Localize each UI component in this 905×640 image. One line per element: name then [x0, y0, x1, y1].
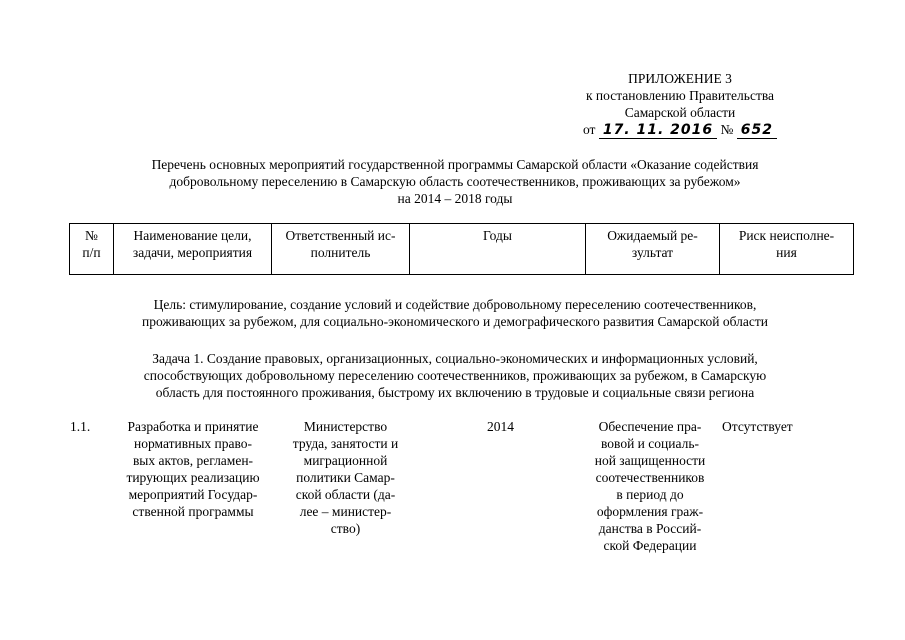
goal-line-1: Цель: стимулирование, создание условий и содействие добровольному переселению соотечественников,: [153, 297, 757, 312]
title-line-3: на 2014 – 2018 годы: [397, 191, 513, 206]
appendix-block: [540, 70, 820, 139]
header-cell-name: Наименование цели, задачи, мероприятия: [114, 224, 272, 275]
row-responsible: Министерство труда, занятости и миграционной политики Самар- ской области (да- лее – министер- ство): [292, 419, 399, 536]
handwritten-number: 652: [737, 122, 777, 139]
task-section: [70, 350, 840, 401]
row-result: Обеспечение пра- вовой и социаль- ной защищенности соотечественников в период до оформления граж- данства в Россий- ской Федерации: [594, 419, 706, 553]
appendix-line-1: к постановлению Правительства: [585, 88, 775, 103]
title-line-2: добровольному переселению в Самарскую область соотечественников, проживающих за рубежом»: [169, 174, 741, 189]
appendix-line-2: Самарской области: [624, 105, 736, 120]
row-name: Разработка и принятие нормативных право- вых актов, регламен- тирующих реализацию мероприятий Государ- ственной программы: [126, 419, 260, 519]
handwritten-date: 17. 11. 2016: [599, 122, 717, 139]
date-prefix: от: [582, 122, 596, 137]
row-years: 2014: [487, 419, 514, 434]
title-line-1: Перечень основных мероприятий государственной программы Самарской области «Оказание содействия: [151, 157, 759, 172]
appendix-date-line: [540, 121, 820, 139]
goal-line-2: проживающих за рубежом, для социально-экономического и демографического развития Самарской области: [141, 314, 769, 329]
task-line-3: область для постоянного проживания, быстрому их включению в трудовые и социальные связи региона: [155, 385, 755, 400]
document-title: [70, 156, 840, 207]
appendix-title: ПРИЛОЖЕНИЕ 3: [628, 71, 732, 86]
header-cell-result: Ожидаемый ре- зультат: [586, 224, 720, 275]
header-cell-responsible: Ответственный ис- полнитель: [272, 224, 410, 275]
header-cell-risk: Риск неисполне- ния: [720, 224, 854, 275]
number-prefix: №: [720, 122, 734, 137]
header-cell-number: № п/п: [70, 224, 114, 275]
task-line-1: Задача 1. Создание правовых, организационных, социально-экономических и информационных условий,: [152, 351, 758, 366]
table-header: [69, 223, 854, 275]
task-line-2: способствующих добровольному переселению соотечественников, проживающих за рубежом, в Самарскую: [143, 368, 767, 383]
row-number: 1.1.: [70, 419, 91, 434]
header-cell-years: Годы: [410, 224, 586, 275]
goal-section: [70, 296, 840, 330]
row-risk: Отсутствует: [722, 419, 793, 434]
